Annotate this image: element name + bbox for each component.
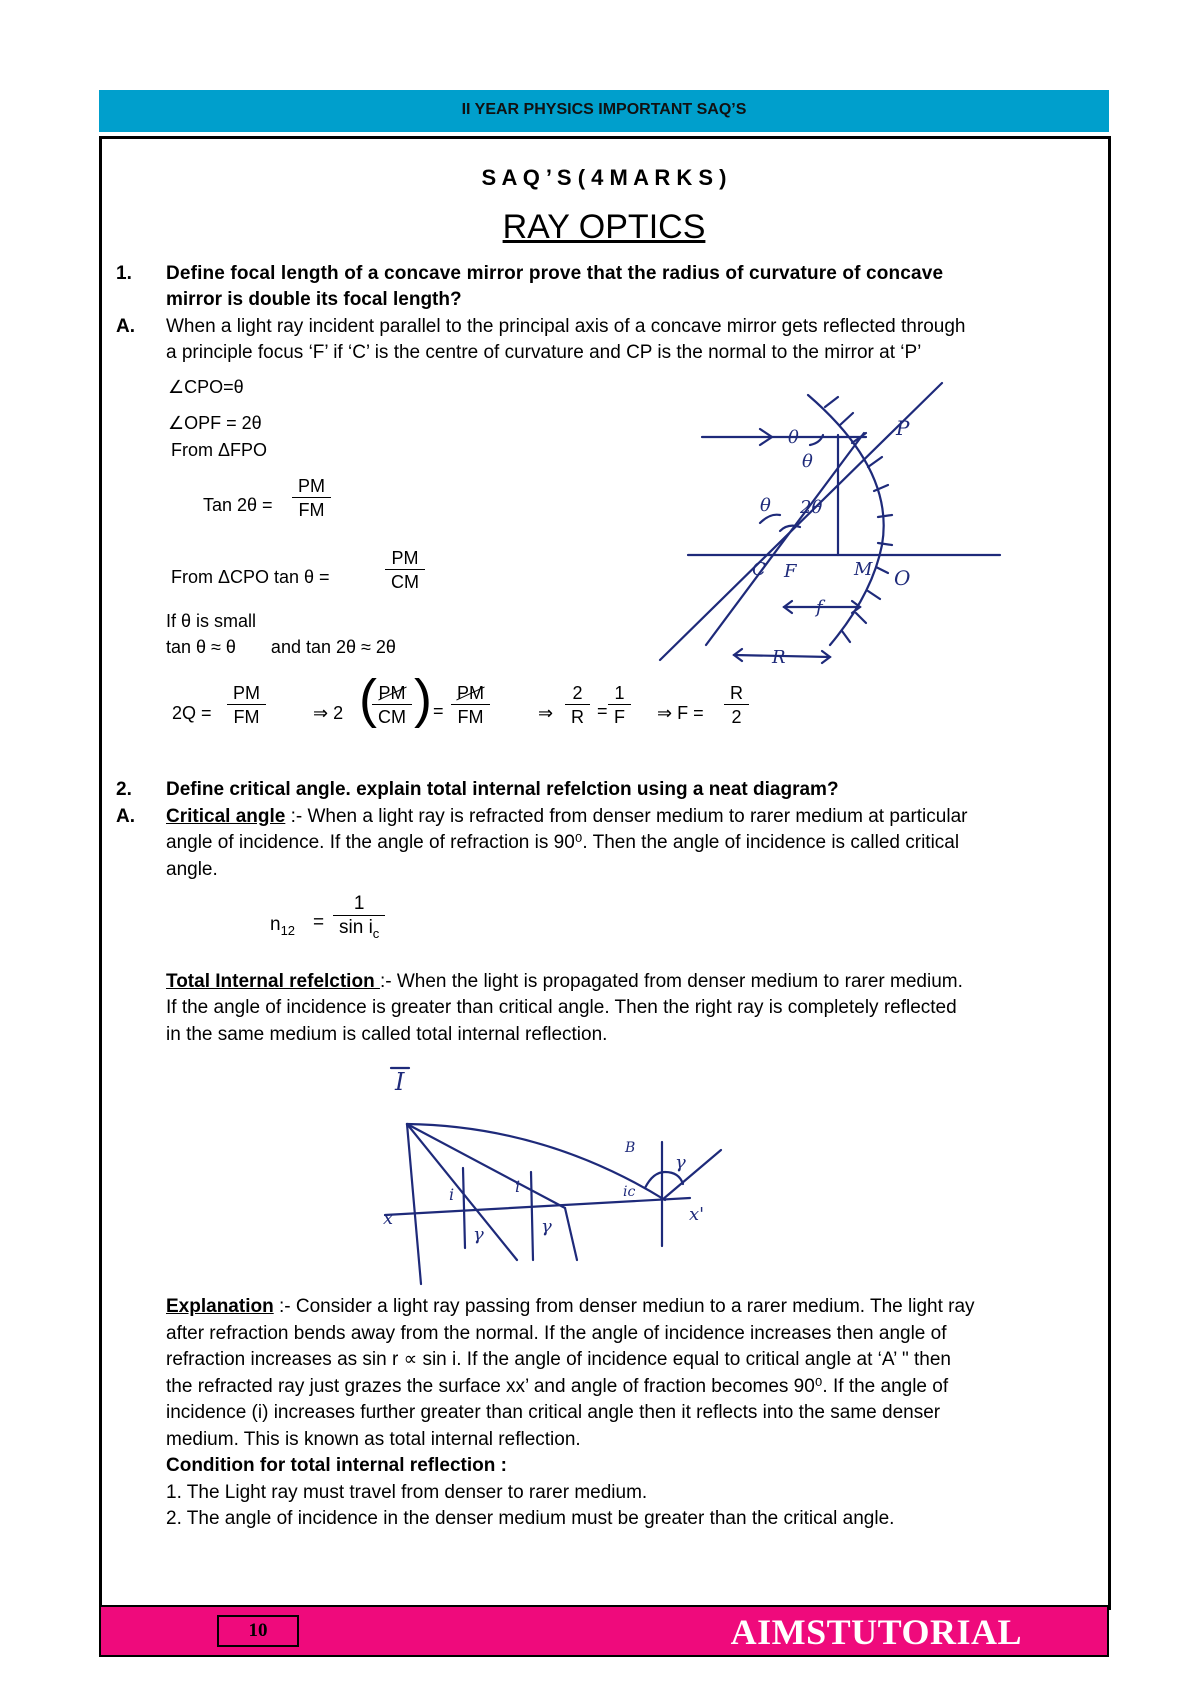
section-label: S A Q ’ S ( 4 M A R K S ) xyxy=(481,165,727,190)
expl-line3: refraction increases as sin r ∝ sin i. If the angle of incidence equal to critical angle at ‘A’ " then xyxy=(166,1349,951,1370)
condition-1: 1. The Light ray must travel from denser to rarer medium. xyxy=(166,1482,648,1503)
q1-answer-line2: a principle focus ‘F’ if ‘C’ is the centre of curvature and CP is the normal to the mirror at ‘P’ xyxy=(166,342,922,363)
header-bar xyxy=(99,90,1109,132)
tan2theta-lhs: Tan 2θ = xyxy=(203,495,273,515)
left-paren: ( xyxy=(359,669,377,729)
strike-pm: PM xyxy=(457,683,484,703)
frac-den: 2 xyxy=(724,704,749,729)
normal-1 xyxy=(463,1168,465,1248)
frac-den: CM xyxy=(372,704,412,729)
expl-text: :- Consider a light ray passing from denser mediun to a rarer medium. The light ray xyxy=(273,1296,975,1317)
n-sub: 12 xyxy=(280,922,296,938)
interface-xx xyxy=(385,1198,690,1215)
reflected-ray-tir xyxy=(662,1150,721,1200)
q1-number: 1. xyxy=(116,263,132,284)
frac-2-r xyxy=(565,682,590,729)
label-o: O xyxy=(894,566,911,590)
label-f-length: f xyxy=(816,597,823,618)
condition-title: Condition for total internal reflection : xyxy=(166,1455,507,1476)
strike-pm: PM xyxy=(378,683,406,703)
tir-diagram xyxy=(365,1060,735,1290)
refracted-ray xyxy=(565,1208,577,1260)
label-r-length: R xyxy=(772,647,786,668)
frac-num: PM xyxy=(391,548,419,568)
implies-1: ⇒ 2 xyxy=(313,703,344,723)
label-i-1: i xyxy=(449,1185,455,1204)
frac-num: PM xyxy=(298,476,325,496)
crit-line3: angle. xyxy=(166,859,218,880)
frac-pm-cm-struck xyxy=(372,682,412,729)
label-r-3: γ xyxy=(675,1152,686,1173)
frac-num: PM xyxy=(233,683,260,703)
label-i-2: i xyxy=(515,1177,521,1196)
frac-num: R xyxy=(730,683,743,703)
frac-den: R xyxy=(565,704,590,729)
if-small: If θ is small xyxy=(166,611,257,631)
frac-pm-cm xyxy=(385,547,425,594)
eq-opf: ∠OPF = 2θ xyxy=(168,413,262,433)
vertical-normal-left xyxy=(407,1124,421,1284)
label-theta-2: θ xyxy=(802,451,813,472)
label-r-1: γ xyxy=(473,1224,484,1245)
label-two-theta: 2θ xyxy=(800,497,823,518)
reflected-ray xyxy=(706,433,864,645)
n-symbol: n xyxy=(270,914,281,935)
frac-pm-fm-1 xyxy=(292,475,331,522)
label-theta-3: θ xyxy=(760,495,771,516)
expl-line1 xyxy=(166,1294,975,1320)
frac-den: FM xyxy=(227,704,266,729)
eq-cpo: ∠CPO=θ xyxy=(168,377,244,397)
q2-question: Define critical angle. explain total internal refelction using a neat diagram? xyxy=(166,779,839,800)
label-b: B xyxy=(625,1140,636,1156)
footer-bar xyxy=(99,1605,1109,1657)
tir-term: Total Internal refelction xyxy=(166,971,380,992)
frac-num xyxy=(451,682,490,704)
label-m: M xyxy=(854,559,873,580)
page-number: 10 xyxy=(217,1615,299,1647)
label-f: F xyxy=(784,561,797,582)
frac-den: FM xyxy=(292,497,331,522)
brand-logo-text: AIMSTUTORIAL xyxy=(730,1612,1022,1652)
frac-num: 1 xyxy=(614,683,625,703)
crit-text: :- When a light ray is refracted from denser medium to rarer medium at particular xyxy=(285,806,968,827)
label-i-source: I xyxy=(395,1068,405,1096)
equals-sign: = xyxy=(433,701,444,721)
q1-answer-label: A. xyxy=(116,316,135,337)
topic-title: RAY OPTICS xyxy=(502,208,706,246)
expl-term: Explanation xyxy=(166,1296,274,1317)
frac-pm-fm-2 xyxy=(227,682,266,729)
crit-line1 xyxy=(166,804,967,830)
two-theta-arc xyxy=(780,526,800,531)
n12-formula xyxy=(270,912,295,944)
q1-question-line1: Define focal length of a concave mirror prove that the radius of curvature of concave xyxy=(166,263,944,284)
n12-equals: = xyxy=(313,912,325,933)
tir-text: :- When the light is propagated from denser medium to rarer medium. xyxy=(379,971,963,992)
q1-question-line2: mirror is double its focal length? xyxy=(166,289,462,310)
expl-line2: after refraction bends away from the normal. If the angle of incidence increases then angle of xyxy=(166,1323,947,1344)
header-title: II YEAR PHYSICS IMPORTANT SAQ’S xyxy=(461,101,747,118)
equals-sign-2: = xyxy=(597,701,608,721)
frac-den: F xyxy=(608,704,631,729)
frac-num xyxy=(372,682,412,704)
frac-den xyxy=(333,915,385,946)
expl-line5: incidence (i) increases further greater than critical angle then it reflects into the same denser xyxy=(166,1402,941,1423)
tir-line3: in the same medium is called total internal reflection. xyxy=(166,1024,608,1045)
label-theta-1: θ xyxy=(788,427,799,448)
label-p: P xyxy=(896,416,910,440)
frac-pm-fm-struck xyxy=(451,682,490,729)
frac-1-sinic xyxy=(333,893,385,946)
ray-2 xyxy=(407,1124,565,1208)
frac-den: CM xyxy=(385,569,425,594)
frac-r-2 xyxy=(724,682,749,729)
ray-1 xyxy=(407,1124,517,1260)
frac-den: FM xyxy=(451,704,490,729)
tir-line1 xyxy=(166,969,963,995)
implies-3: ⇒ F = xyxy=(657,703,704,723)
implies-2: ⇒ xyxy=(538,703,554,723)
q1-answer-line1: When a light ray incident parallel to the principal axis of a concave mirror gets reflected through xyxy=(166,316,966,337)
frac-num: 2 xyxy=(572,683,583,703)
label-ic: ic xyxy=(623,1184,636,1200)
crit-term: Critical angle xyxy=(166,806,286,827)
crit-line2: angle of incidence. If the angle of refraction is 90⁰. Then the angle of incidence is called critical xyxy=(166,832,960,853)
q2-number: 2. xyxy=(116,779,132,800)
label-x: x xyxy=(383,1208,394,1229)
from-fpo: From ΔFPO xyxy=(171,440,268,460)
condition-2: 2. The angle of incidence in the denser medium must be greater than the critical angle. xyxy=(166,1508,895,1529)
sin-ic: sin i xyxy=(339,917,373,938)
frac-num: 1 xyxy=(353,893,365,914)
from-cpo: From ΔCPO tan θ = xyxy=(171,567,330,587)
normal-2 xyxy=(531,1172,533,1260)
frac-1-f xyxy=(608,682,631,729)
expl-line6: medium. This is known as total internal reflection. xyxy=(166,1429,581,1450)
final-lhs: 2Q = xyxy=(172,703,212,723)
expl-line4: the refracted ray just grazes the surface xx’ and angle of fraction becomes 90⁰. If the angle of xyxy=(166,1376,949,1397)
small-angle-approx: tan θ ≈ θ and tan 2θ ≈ 2θ xyxy=(166,637,396,657)
tir-line2: If the angle of incidence is greater than critical angle. Then the right ray is completely reflected xyxy=(166,997,957,1018)
right-paren: ) xyxy=(414,669,432,729)
concave-mirror-diagram xyxy=(660,395,1000,675)
label-r-2: γ xyxy=(541,1216,552,1237)
ic-sub: c xyxy=(372,925,380,941)
label-c: C xyxy=(752,559,766,580)
label-x-prime: x' xyxy=(689,1204,705,1225)
q2-answer-label: A. xyxy=(116,806,135,827)
